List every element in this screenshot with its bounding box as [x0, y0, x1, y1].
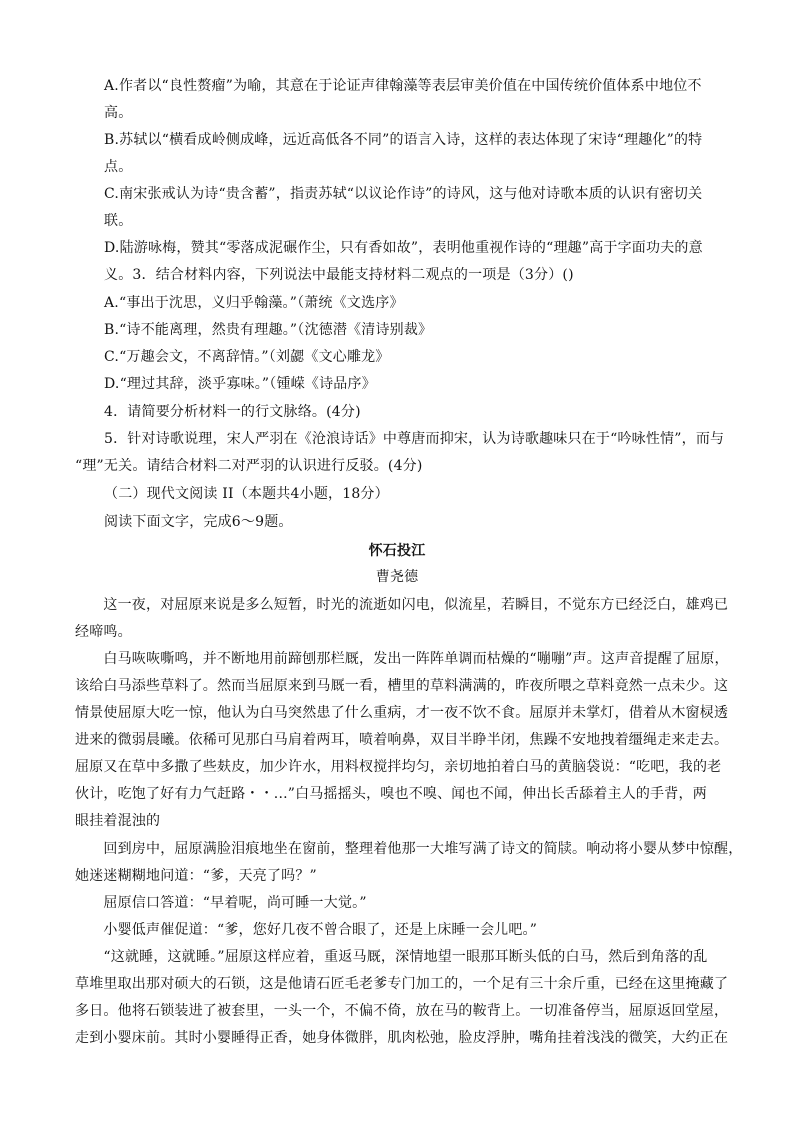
question-5-line1: 5．针对诗歌说理，宋人严羽在《沧浪诗话》中尊唐而抑宋，认为诗歌趣味只在于“吟咏性情”，而与 [104, 431, 725, 447]
q2-option-d-line2: 义。3．结合材料内容，下列说法中最能支持材料二观点的一项是（3分）() [104, 267, 574, 283]
story-line: 回到房中，屈原满脸泪痕地坐在窗前，整理着他那一大堆写满了诗文的简牍。响动将小婴从梦中惊醒， [75, 841, 743, 857]
story-line: “这就睡，这就睡。”屈原这样应着，重返马厩，深情地望一眼那耳断头低的白马，然后到角落的乱 [75, 949, 708, 965]
story-line: 经啼鸣。 [75, 624, 132, 640]
story-line: 伙计，吃饱了好有力气赶路・・...”白马摇摇头，嗅也不嗅、闻也不闻，伸出长舌舔着主人的手背，两 [75, 786, 707, 802]
story-line: 这一夜，对屈原来说是多么短暂，时光的流逝如闪电，似流星，若瞬目，不觉东方已经泛白，雄鸡已 [75, 597, 729, 613]
story-line: 草堆里取出那对硕大的石锁，这是他请石匠毛老爹专门加工的，一个足有三十余斤重，已经在这里掩藏了 [75, 976, 729, 992]
story-line: 进来的微弱晨曦。依稀可见那白马肩着两耳，喷着响鼻，双目半睁半闭，焦躁不安地拽着缰绳走来走去。 [75, 732, 729, 748]
q3-option-a: A.“事出于沈思，义归乎翰藻。”（萧统《文选序》 [104, 295, 404, 311]
question-4: 4．请简要分析材料一的行文脉络。(4分) [104, 404, 361, 420]
story-line: 屈原又在草中多撒了些麸皮，加少许水，用料杈搅拌均匀，亲切地拍着白马的黄脑袋说：“吃吧，我的老 [75, 759, 722, 775]
q2-option-d-line1: D.陆游咏梅，赞其“零落成泥碾作尘，只有香如故”，表明他重视作诗的“理趣”高于字面功夫的意 [104, 240, 703, 256]
q2-option-b-line1: B.苏轼以“横看成岭侧成峰，远近高低各不同”的语言入诗，这样的表达体现了宋诗“理趣化”的特 [104, 132, 703, 148]
story-line: 白马咴咴嘶鸣，并不断地用前蹄刨那栏厩，发出一阵阵单调而枯燥的“嘣嘣”声。这声音提醒了屈原， [75, 651, 729, 667]
story-title: 怀石投江 [368, 543, 426, 559]
story-author: 曹尧德 [375, 569, 419, 585]
story-line: 走到小婴床前。其时小婴睡得正香，她身体微胖，肌肉松弛，脸皮浮肿，嘴角挂着浅浅的微笑，大约正在 [75, 1030, 729, 1046]
story-line: 该给白马添些草料了。然而当屈原来到马厩一看，槽里的草料满满的，昨夜所喂之草料竟然一点未少。这 [75, 678, 729, 694]
q2-option-c-line2: 联。 [104, 213, 133, 229]
story-line: 小婴低声催促道：“爹，您好几夜不曾合眼了，还是上床睡一会儿吧。” [75, 922, 538, 938]
story-line: 她迷迷糊糊地问道：“爹，天亮了吗？” [75, 868, 317, 884]
q3-option-b: B.“诗不能离理，然贵有理趣。”（沈德潜《清诗别裁》 [104, 322, 433, 338]
section-instruction: 阅读下面文字，完成6～9题。 [104, 514, 293, 530]
story-line: 眼挂着混浊的 [75, 813, 161, 829]
q2-option-a-line1: A.作者以“良性赘瘤”为喻，其意在于论证声律翰藻等表层审美价值在中国传统价值体系中地位不 [104, 78, 702, 94]
story-line: 屈原信口答道：“早着呢，尚可睡一大觉。” [75, 895, 367, 911]
q2-option-c-line1: C.南宋张戒认为诗“贵含蓄”，指责苏轼“以议论作诗”的诗风，这与他对诗歌本质的认识有密切关 [104, 186, 703, 202]
section-heading: （二）现代文阅读 II（本题共4小题，18分） [104, 486, 389, 502]
q2-option-b-line2: 点。 [104, 159, 133, 175]
q3-option-d: D.“理过其辞，淡乎寡味。”（锺嵘《诗品序》 [104, 376, 376, 392]
question-5-line2: “理”无关。请结合材料二对严羽的认识进行反驳。(4分) [75, 458, 423, 474]
story-line: 情景使屈原大吃一惊，他认为白马突然患了什么重病，才一夜不饮不食。屈原并未掌灯，借着从木窗棂透 [75, 705, 729, 721]
q3-option-c: C.“万趣会文，不离辞情。”（刘勰《文心雕龙》 [104, 349, 390, 365]
q2-option-a-line2: 高。 [104, 105, 133, 121]
story-line: 多日。他将石锁装进了被套里，一头一个，不偏不倚，放在马的鞍背上。一切准备停当，屈原返回堂屋， [75, 1003, 729, 1019]
